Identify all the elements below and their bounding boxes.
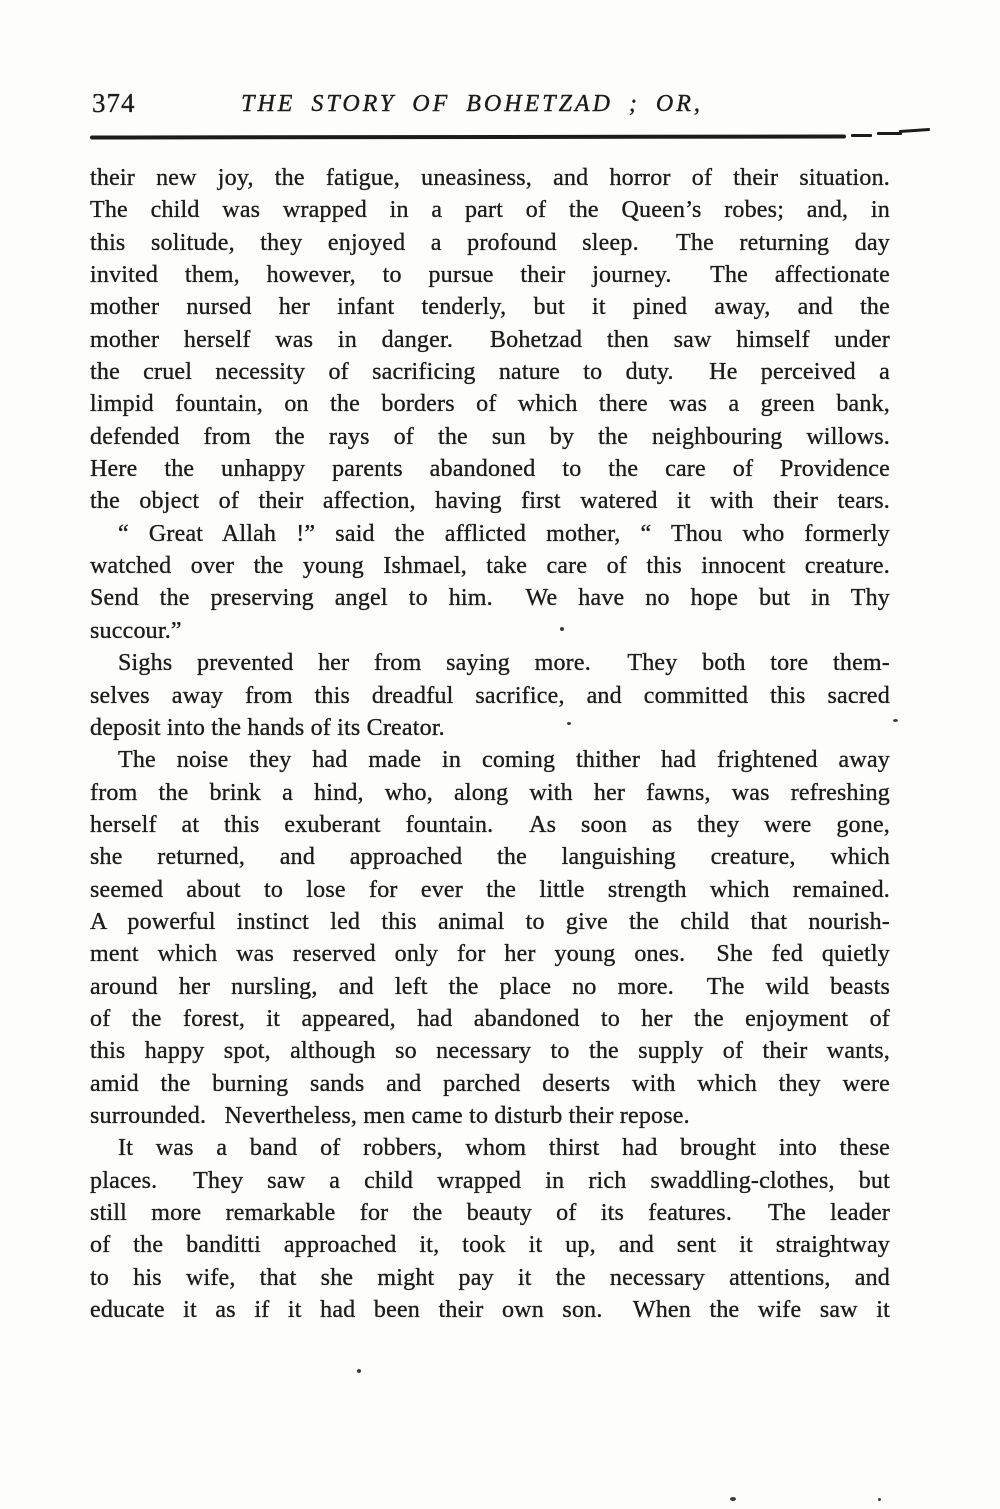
text-line: The noise they had made in coming thither had frightened away [118, 747, 890, 774]
text-line: A powerful instinct led this animal to give the child that nourish- [90, 908, 890, 935]
text-line: deposit into the hands of its Creator. [90, 714, 445, 741]
header-rule [90, 134, 846, 139]
paragraph [90, 518, 890, 647]
text-line: Send the preserving angel to him. We have no hope but in Thy [90, 585, 890, 612]
text-line: The child was wrapped in a part of the Queen’s robes; and, in [90, 197, 890, 224]
text-line: places. They saw a child wrapped in rich swaddling-clothes, but [90, 1167, 890, 1194]
running-title: THE STORY OF BOHETZAD ; OR, [241, 91, 703, 117]
text-line: watched over the young Ishmael, take care of this innocent creature. [90, 553, 890, 580]
text-line: the cruel necessity of sacrificing nature to duty. He perceived a [90, 359, 890, 386]
text-line: the object of their affection, having first watered it with their tears. [90, 488, 890, 515]
text-line: Here the unhappy parents abandoned to the care of Providence [90, 456, 890, 483]
ink-speck [893, 719, 898, 722]
text-line: seemed about to lose for ever the little strength which remained. [90, 876, 890, 903]
text-line: succour.” [90, 617, 182, 644]
text-line: this happy spot, although so necessary to the supply of their wants, [90, 1038, 890, 1065]
header-rule-dash [899, 128, 930, 133]
text-line: around her nursling, and left the place no more. The wild beasts [90, 973, 890, 1000]
text-line: she returned, and approached the languishing creature, which [90, 844, 890, 871]
text-line: of the banditti approached it, took it up, and sent it straightway [90, 1232, 890, 1259]
text-line: ment which was reserved only for her young ones. She fed quietly [90, 941, 890, 968]
text-line: Sighs prevented her from saying more. They both tore them- [118, 650, 890, 677]
header-rule-dash [851, 134, 872, 137]
paragraph [90, 162, 890, 518]
paragraph [90, 744, 890, 1132]
paragraph [90, 647, 890, 744]
text-line: from the brink a hind, who, along with her fawns, was refreshing [90, 779, 890, 806]
text-line: mother herself was in danger. Bohetzad then saw himself under [90, 326, 890, 353]
body-text [90, 162, 890, 1326]
page-number: 374 [92, 88, 136, 118]
text-line: educate it as if it had been their own son. When the wife saw it [90, 1297, 890, 1324]
text-line: “ Great Allah !” said the afflicted mother, “ Thou who formerly [118, 520, 890, 547]
text-line: to his wife, that she might pay it the necessary attentions, and [90, 1264, 890, 1291]
text-line: invited them, however, to pursue their journey. The affectionate [90, 262, 890, 289]
text-line: It was a band of robbers, whom thirst had brought into these [118, 1135, 890, 1162]
ink-speck [567, 722, 571, 725]
text-line: surrounded. Nevertheless, men came to disturb their repose. [90, 1102, 690, 1129]
ink-speck [730, 1497, 736, 1501]
text-line: their new joy, the fatigue, uneasiness, and horror of their situation. [90, 165, 890, 191]
text-line: amid the burning sands and parched deserts with which they were [90, 1070, 890, 1097]
text-line: of the forest, it appeared, had abandoned to her the enjoyment of [90, 1005, 890, 1032]
ink-speck [878, 1498, 881, 1501]
ink-speck [357, 1369, 361, 1373]
text-line: selves away from this dreadful sacrifice, and committed this sacred [90, 682, 890, 709]
text-line: still more remarkable for the beauty of its features. The leader [90, 1200, 890, 1226]
text-line: herself at this exuberant fountain. As soon as they were gone, [90, 811, 890, 838]
text-line: limpid fountain, on the borders of which there was a green bank, [90, 391, 890, 418]
text-line: this solitude, they enjoyed a profound sleep. The returning day [90, 229, 890, 256]
text-line: defended from the rays of the sun by the neighbouring willows. [90, 423, 890, 450]
ink-speck [560, 627, 564, 631]
paragraph [90, 1132, 890, 1326]
text-line: mother nursed her infant tenderly, but it pined away, and the [90, 294, 890, 321]
